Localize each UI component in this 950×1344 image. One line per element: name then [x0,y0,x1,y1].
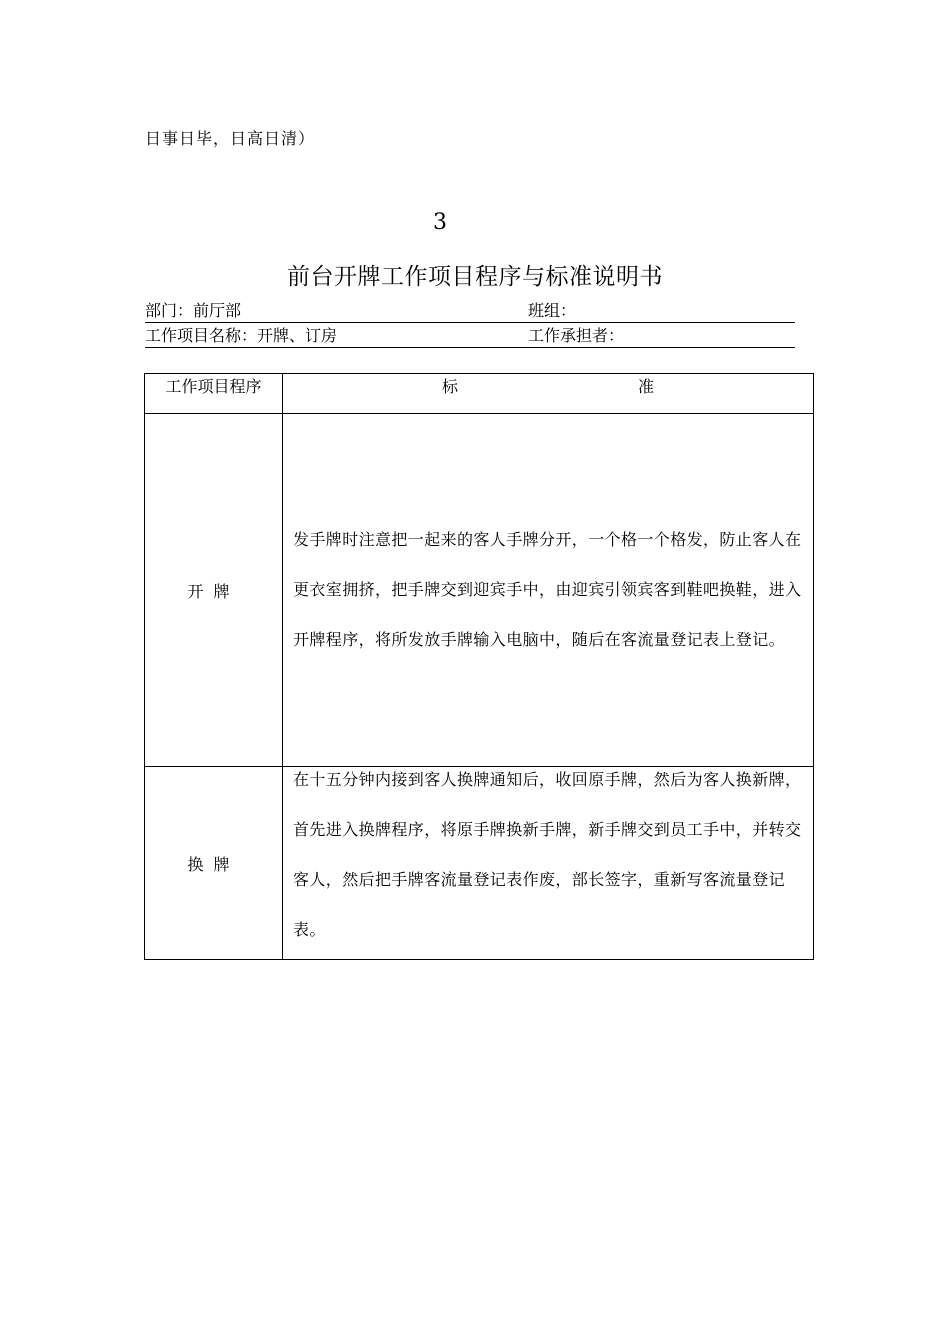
meta-row-department [145,300,795,323]
header-standard [283,374,814,414]
assignee-label: 工作承担者： [528,326,625,345]
document-title: 前台开牌工作项目程序与标准说明书 [287,264,663,290]
table-header-row [145,374,814,414]
standard-cell [283,767,814,960]
standard-text: 发手牌时注意把一起来的客人手牌分开，一个格一个格发，防止客人在更衣室拥挤，把手牌交到迎宾手中，由迎宾引领宾客到鞋吧换鞋，进入开牌程序，将所发放手牌输入电脑中，随后在客流量登记表上登记。 [293,530,802,649]
header-standard-char-2: 准 [638,377,655,396]
carry-over-text: 日事日毕，日高日清） [145,129,316,148]
page-number: 3 [433,210,447,235]
header-standard-char-1: 标 [441,377,458,396]
procedure-cell: 开牌 [145,414,283,767]
standard-text: 在十五分钟内接到客人换牌通知后，收回原手牌，然后为客人换新牌，首先进入换牌程序，将原手牌换新手牌，新手牌交到员工手中，并转交客人，然后把手牌客流量登记表作废，部长签字，重新写客流量登记表。 [293,770,802,939]
procedure-cell: 换牌 [145,767,283,960]
table-row [145,414,814,767]
standard-cell [283,414,814,767]
standards-table [144,373,814,960]
meta-row-item [145,325,795,348]
item-name-label: 工作项目名称：开牌、订房 [145,326,338,345]
header-procedure: 工作项目程序 [145,374,283,414]
table-row [145,767,814,960]
department-label: 部门：前厅部 [145,301,242,320]
team-label: 班组： [528,301,577,320]
